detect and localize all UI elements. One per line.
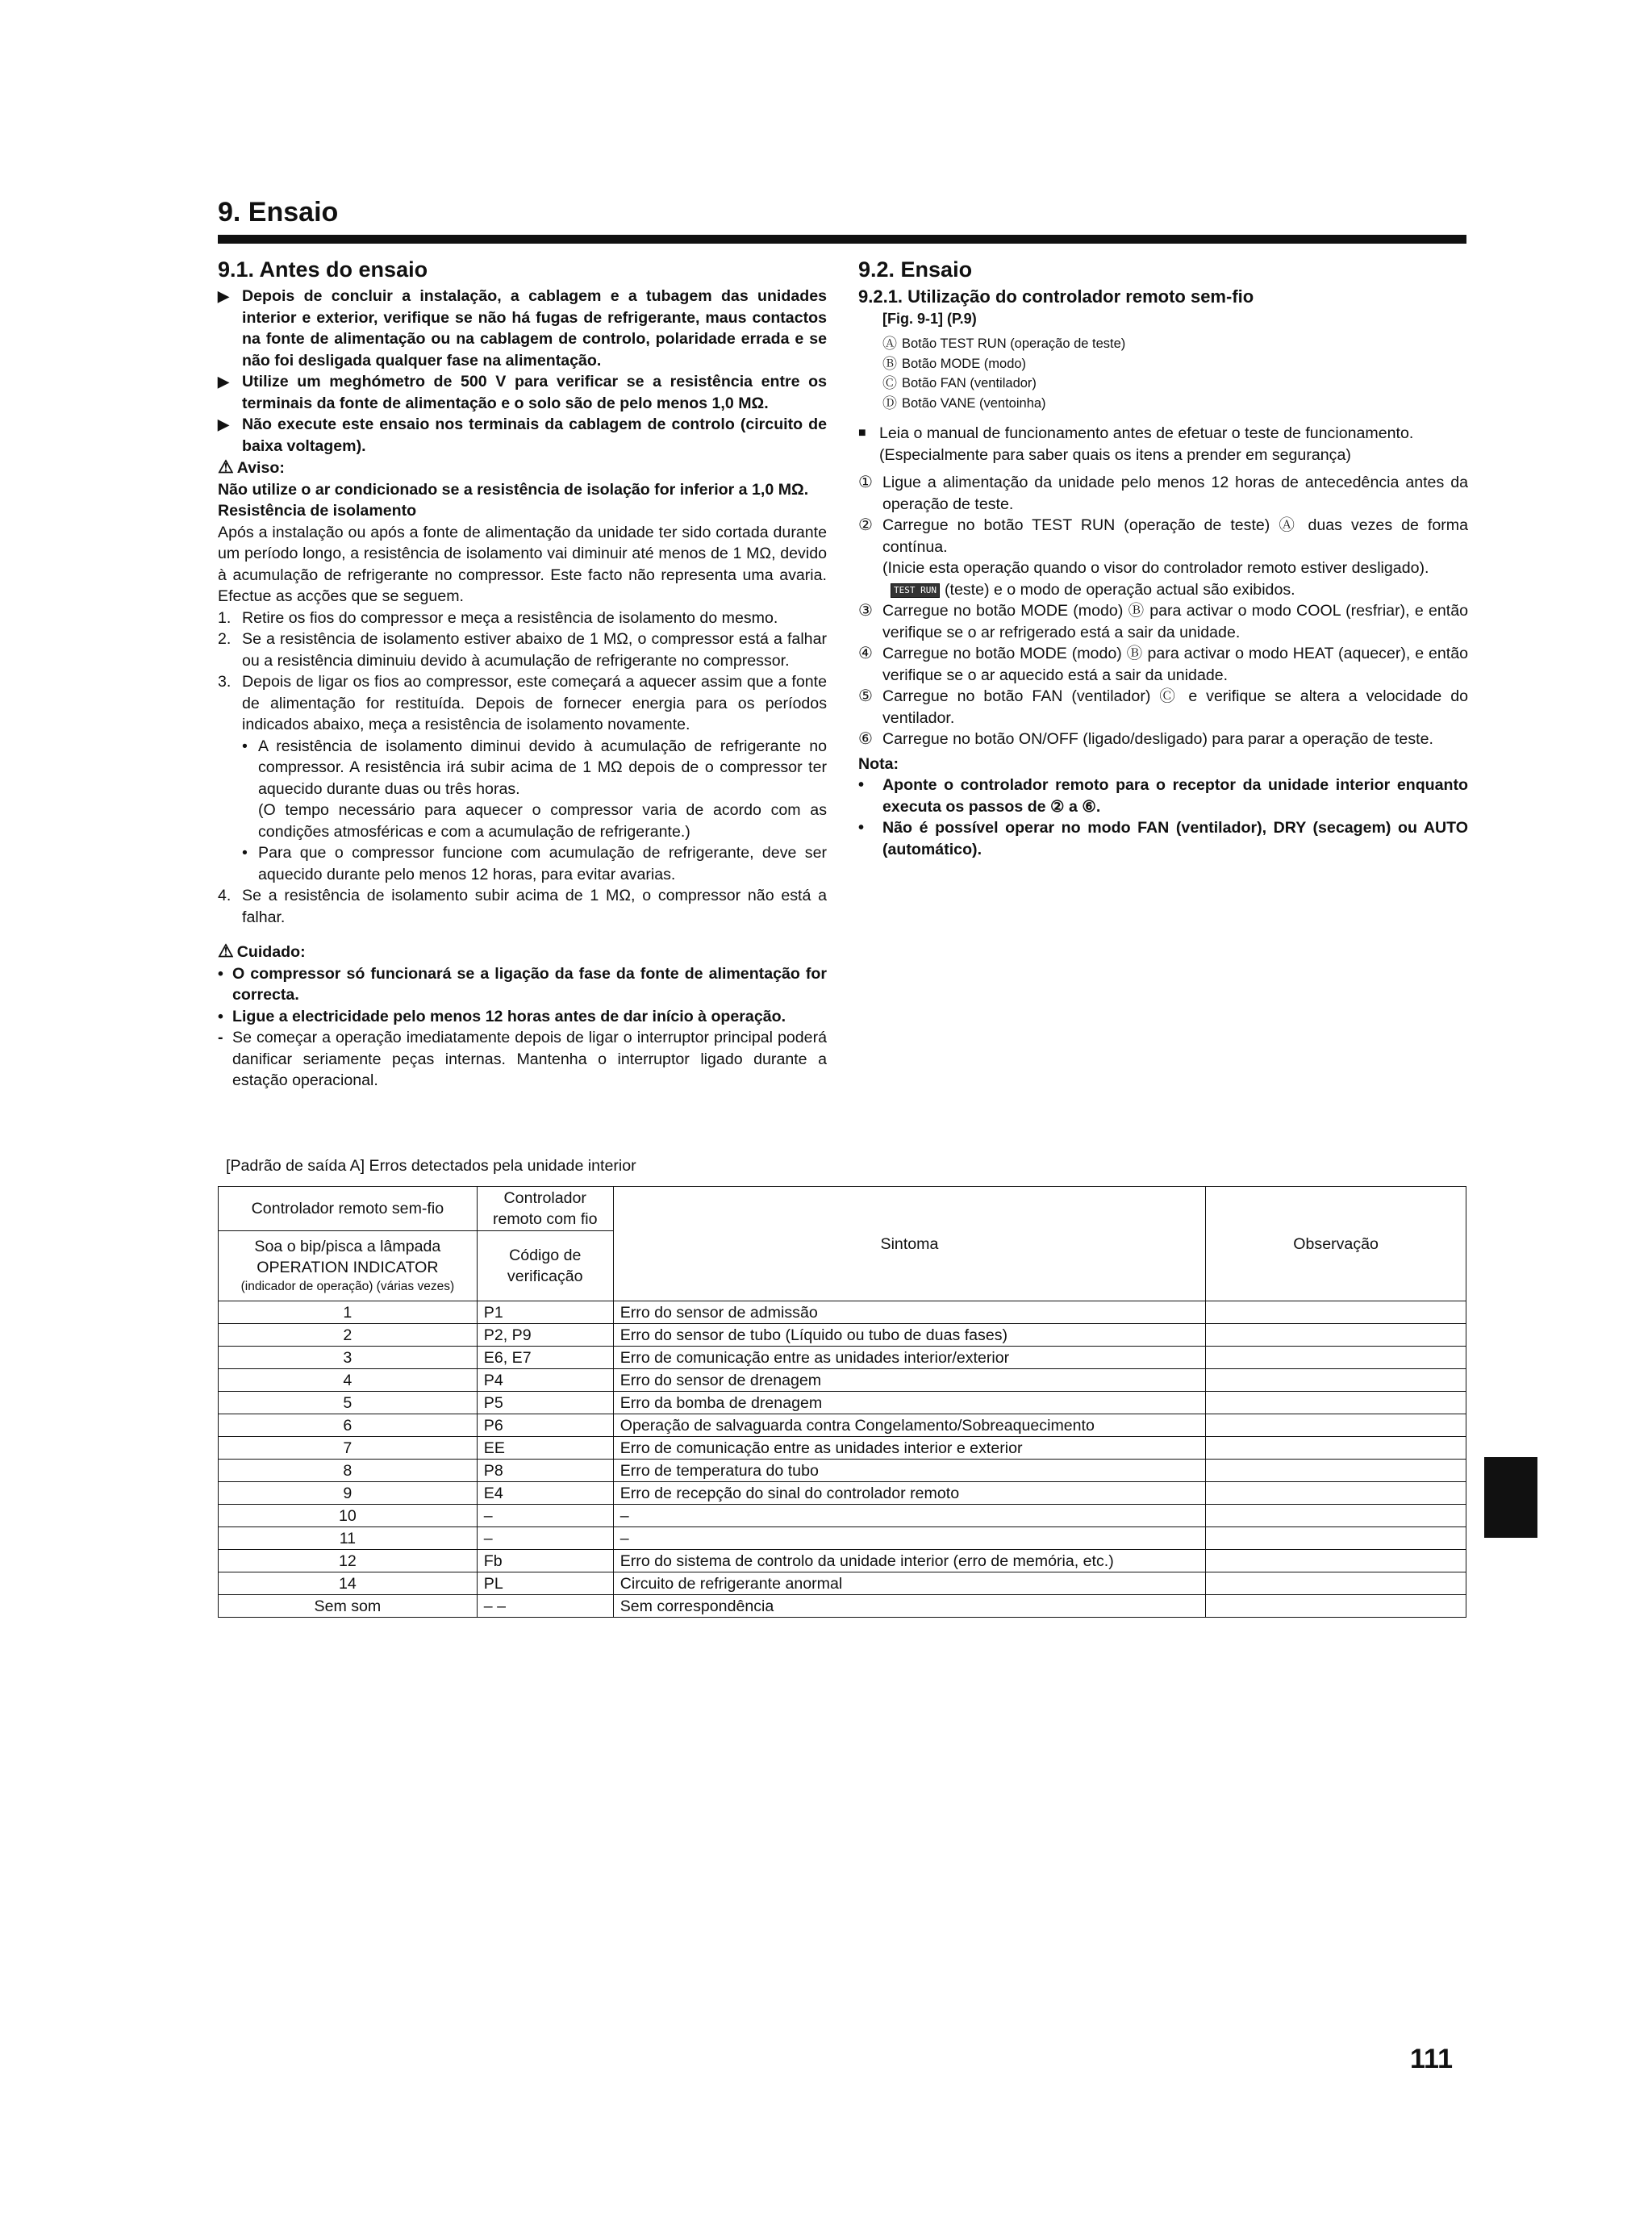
cell-symptom: Erro de comunicação entre as unidades interior e exterior <box>613 1437 1206 1460</box>
cell-remark <box>1206 1595 1466 1618</box>
cell-beeps: 10 <box>219 1505 478 1527</box>
table-row <box>219 1414 1466 1437</box>
arrow-right-icon: ▶ <box>218 288 229 304</box>
cell-beeps: 8 <box>219 1460 478 1482</box>
cell-remark <box>1206 1347 1466 1369</box>
table-row <box>219 1572 1466 1595</box>
insulation-text: Após a instalação ou após a fonte de alimentação da unidade ter sido cortada durante um período longo, a resistência de isolamento vai diminuir até menos de 1 MΩ, devido à acumulação de refrigerante no compressor. Este facto não representa uma avaria. Efectue as acções que se seguem. <box>218 523 827 605</box>
section-title-before-test: 9.1. Antes do ensaio <box>218 257 428 282</box>
cell-code: P1 <box>477 1301 613 1324</box>
cell-code: – – <box>477 1595 613 1618</box>
cell-code: P6 <box>477 1414 613 1437</box>
cell-beeps: 1 <box>219 1301 478 1324</box>
button-legend <box>858 334 1468 413</box>
step-bullet-note: (O tempo necessário para aquecer o compressor varia de acordo com as condições atmosféricas e com a acumulação de refrigerante.) <box>258 801 827 841</box>
cell-remark <box>1206 1550 1466 1572</box>
cell-symptom: Operação de salvaguarda contra Congelamento/Sobreaquecimento <box>613 1414 1206 1437</box>
test-step: ④ Carregue no botão MODE (modo) Ⓑ para activar o modo HEAT (aquecer), e então verifique se o ar aquecido está a sair da unidade. <box>858 645 1468 684</box>
table-row <box>219 1595 1466 1618</box>
chapter-title: 9. Ensaio <box>218 197 339 228</box>
step-bullet: • Para que o compressor funcione com acumulação de refrigerante, deve ser aquecido durante pelo menos 12 horas, para evitar avarias. <box>242 844 827 883</box>
table-row <box>219 1527 1466 1550</box>
test-step-note: (Inicie esta operação quando o visor do controlador remoto estiver desligado). <box>882 559 1429 577</box>
square-bullet-icon: ■ <box>858 426 866 440</box>
manual-note: ■ Leia o manual de funcionamento antes de efetuar o teste de funcionamento. <box>858 423 1468 445</box>
cell-beeps: Sem som <box>219 1595 478 1618</box>
cell-beeps: 5 <box>219 1392 478 1414</box>
test-step: ⑤ Carregue no botão FAN (ventilador) Ⓒ e verifique se altera a velocidade do ventilador. <box>858 687 1468 727</box>
error-table <box>218 1186 1466 1618</box>
legend-item: Ⓒ Botão FAN (ventilador) <box>882 375 1037 391</box>
table-row <box>219 1460 1466 1482</box>
cell-symptom: Erro da bomba de drenagem <box>613 1392 1206 1414</box>
caution-item: • O compressor só funcionará se a ligação da fase da fonte de alimentação for correcta. <box>218 964 827 1004</box>
cell-code: – <box>477 1527 613 1550</box>
cell-beeps: 11 <box>219 1527 478 1550</box>
legend-item: Ⓐ Botão TEST RUN (operação de teste) <box>882 336 1126 352</box>
cell-symptom: Erro do sensor de drenagem <box>613 1369 1206 1392</box>
cell-beeps: 12 <box>219 1550 478 1572</box>
cell-remark <box>1206 1527 1466 1550</box>
cell-symptom: Erro de recepção do sinal do controlador remoto <box>613 1482 1206 1505</box>
caution-heading: ⚠ Cuidado: <box>218 941 306 961</box>
header-wireless: Controlador remoto sem-fio <box>219 1187 478 1231</box>
cell-remark <box>1206 1460 1466 1482</box>
cell-symptom: Erro do sistema de controlo da unidade interior (erro de memória, etc.) <box>613 1550 1206 1572</box>
caution-item: • Ligue a electricidade pelo menos 12 horas antes de dar início à operação. <box>218 1007 786 1025</box>
nota-item: • Aponte o controlador remoto para o receptor da unidade interior enquanto executa os passos de ② a ⑥. <box>858 776 1468 816</box>
cell-code: P2, P9 <box>477 1324 613 1347</box>
table-row <box>219 1482 1466 1505</box>
arrow-right-icon: ▶ <box>218 416 229 432</box>
caution-item: - Se começar a operação imediatamente depois de ligar o interruptor principal poderá danificar seriamente peças internas. Mantenha o interruptor ligado durante a estação operacional. <box>218 1029 827 1089</box>
cell-code: P5 <box>477 1392 613 1414</box>
nota-item: • Não é possível operar no modo FAN (ventilador), DRY (secagem) ou AUTO (automático). <box>858 819 1468 858</box>
legend-item: Ⓓ Botão VANE (ventoinha) <box>882 395 1046 411</box>
cell-symptom: – <box>613 1505 1206 1527</box>
check-item: ▶ Utilize um meghómetro de 500 V para verificar se a resistência entre os terminais da fonte de alimentação e o solo são de pelo menos 1,0 MΩ. <box>218 371 827 414</box>
right-column <box>858 255 1468 860</box>
cell-code: P4 <box>477 1369 613 1392</box>
warning-triangle-icon: ⚠ <box>218 457 234 477</box>
figure-reference: [Fig. 9-1] (P.9) <box>882 311 977 327</box>
arrow-right-icon: ▶ <box>218 374 229 390</box>
table-row <box>219 1550 1466 1572</box>
section-title-test-run: 9.2. Ensaio <box>858 257 973 282</box>
cell-remark <box>1206 1437 1466 1460</box>
table-row <box>219 1347 1466 1369</box>
cell-symptom: Sem correspondência <box>613 1595 1206 1618</box>
cell-symptom: Erro do sensor de tubo (Líquido ou tubo de duas fases) <box>613 1324 1206 1347</box>
manual-note-sub: (Especialmente para saber quais os itens a prender em segurança) <box>879 445 1351 464</box>
cell-beeps: 7 <box>219 1437 478 1460</box>
cell-remark <box>1206 1482 1466 1505</box>
cell-code: PL <box>477 1572 613 1595</box>
subsection-title: 9.2.1. Utilização do controlador remoto sem-fio <box>858 286 1254 307</box>
cell-code: EE <box>477 1437 613 1460</box>
legend-item: Ⓑ Botão MODE (modo) <box>882 355 1027 372</box>
page-number: 111 <box>1410 2044 1453 2074</box>
warning-text: Não utilize o ar condicionado se a resistência de isolação for inferior a 1,0 MΩ. <box>218 480 809 499</box>
header-beep: Soa o bip/pisca a lâmpada OPERATION INDICATOR (indicador de operação) (várias vezes) <box>219 1231 478 1301</box>
table-row <box>219 1369 1466 1392</box>
table-row <box>219 1324 1466 1347</box>
cell-symptom: Erro de comunicação entre as unidades interior/exterior <box>613 1347 1206 1369</box>
cell-code: E4 <box>477 1482 613 1505</box>
cell-beeps: 2 <box>219 1324 478 1347</box>
cell-code: E6, E7 <box>477 1347 613 1369</box>
cell-beeps: 9 <box>219 1482 478 1505</box>
table-row <box>219 1392 1466 1414</box>
test-step: ① Ligue a alimentação da unidade pelo menos 12 horas de antecedência antes da operação de teste. <box>858 474 1468 513</box>
table-row <box>219 1505 1466 1527</box>
cell-beeps: 4 <box>219 1369 478 1392</box>
cell-symptom: Circuito de refrigerante anormal <box>613 1572 1206 1595</box>
cell-code: Fb <box>477 1550 613 1572</box>
test-step: ③ Carregue no botão MODE (modo) Ⓑ para activar o modo COOL (resfriar), e então verifique se o ar refrigerado está a sair da unidade. <box>858 602 1468 641</box>
cell-remark <box>1206 1324 1466 1347</box>
cell-remark <box>1206 1369 1466 1392</box>
test-step: ⑥ Carregue no botão ON/OFF (ligado/desligado) para parar a operação de teste. <box>858 730 1433 748</box>
caution-triangle-icon: ⚠ <box>218 941 234 961</box>
step-item: 3. Depois de ligar os fios ao compressor, este começará a aquecer assim que a fonte de alimentação for restituída. Depois de fornecer energia para os períodos indicados abaixo, meça a resistência de isolamento novamente. <box>218 673 827 733</box>
title-rule <box>218 235 1466 244</box>
header-symptom: Sintoma <box>613 1187 1206 1301</box>
cell-code: – <box>477 1505 613 1527</box>
cell-remark <box>1206 1572 1466 1595</box>
test-run-lcd-icon: TEST RUN <box>891 583 940 598</box>
cell-symptom: Erro de temperatura do tubo <box>613 1460 1206 1482</box>
table-row <box>219 1301 1466 1324</box>
step-item: 1. Retire os fios do compressor e meça a resistência de isolamento do mesmo. <box>218 608 778 627</box>
cell-remark <box>1206 1505 1466 1527</box>
insulation-title: Resistência de isolamento <box>218 502 417 520</box>
cell-beeps: 6 <box>219 1414 478 1437</box>
nota-title: Nota: <box>858 754 899 773</box>
warning-heading: ⚠ Aviso: <box>218 457 285 477</box>
cell-remark <box>1206 1414 1466 1437</box>
table-row <box>219 1437 1466 1460</box>
table-header-row <box>219 1187 1466 1231</box>
cell-beeps: 3 <box>219 1347 478 1369</box>
cell-remark <box>1206 1392 1466 1414</box>
cell-symptom: Erro do sensor de admissão <box>613 1301 1206 1324</box>
step-bullet: • A resistência de isolamento diminui devido à acumulação de refrigerante no compressor. A resistência irá subir acima de 1 MΩ depois de o compressor ter aquecido durante duas ou três horas. <box>242 737 827 798</box>
header-code: Código de verificação <box>477 1231 613 1301</box>
check-item: ▶ Não execute este ensaio nos terminais da cablagem de controlo (circuito de baixa voltagem). <box>218 414 827 457</box>
header-remark: Observação <box>1206 1187 1466 1301</box>
cell-beeps: 14 <box>219 1572 478 1595</box>
cell-remark <box>1206 1301 1466 1324</box>
test-step-lcd: TEST RUN (teste) e o modo de operação actual são exibidos. <box>858 579 1468 601</box>
header-wired: Controlador remoto com fio <box>477 1187 613 1231</box>
step-item: 4. Se a resistência de isolamento subir acima de 1 MΩ, o compressor não está a falhar. <box>218 887 827 926</box>
table-caption: [Padrão de saída A] Erros detectados pela unidade interior <box>226 1157 636 1175</box>
check-item: ▶ Depois de concluir a instalação, a cablagem e a tubagem das unidades interior e exterior, verifique se não há fugas de refrigerante, maus contactos na fonte de alimentação ou na cablagem de controlo, polaridade errada e se não foi desligada qualquer fase na alimentação. <box>218 286 827 371</box>
cell-code: P8 <box>477 1460 613 1482</box>
cell-symptom: – <box>613 1527 1206 1550</box>
test-step: ② Carregue no botão TEST RUN (operação de teste) Ⓐ duas vezes de forma contínua. <box>858 516 1468 556</box>
section-tab-marker <box>1484 1457 1537 1538</box>
step-item: 2. Se a resistência de isolamento estiver abaixo de 1 MΩ, o compressor está a falhar ou a resistência diminuiu devido à acumulação de refrigerante no compressor. <box>218 630 827 670</box>
left-column <box>218 255 827 1092</box>
